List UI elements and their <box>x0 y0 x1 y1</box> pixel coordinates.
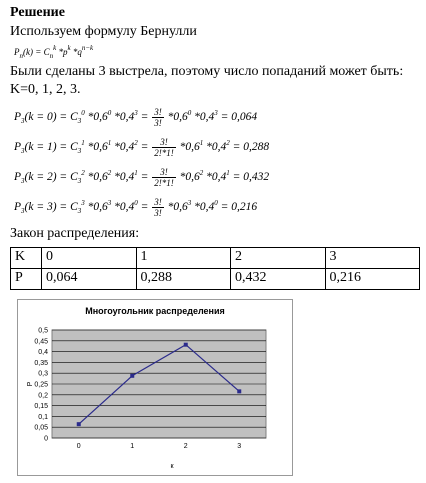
x-axis-label: к <box>170 463 174 470</box>
table-cell: 0,064 <box>42 269 137 290</box>
solution-heading: Решение <box>10 5 65 20</box>
table-cell: 3 <box>325 248 420 269</box>
intro-text: Используем формулу Бернулли <box>10 24 197 39</box>
table-cell: P <box>11 269 42 290</box>
y-tick-label: 0,25 <box>34 381 48 389</box>
law-text: Закон распределения: <box>10 226 140 241</box>
table-row-p <box>11 269 420 290</box>
bernoulli-formula: $P_n(k) = C_n^k$ $*p^k$ $*q^{n-k}$ <box>14 44 94 60</box>
data-point <box>237 389 241 393</box>
y-tick-label: 0,35 <box>34 359 48 367</box>
y-tick-label: 0,1 <box>38 413 48 421</box>
y-tick-label: 0 <box>44 435 48 443</box>
table-cell: 0,288 <box>136 269 231 290</box>
chart-title: Многоугольник распределения <box>85 306 225 316</box>
x-tick-label: 3 <box>237 443 242 450</box>
y-tick-label: 0,2 <box>38 392 48 400</box>
formula-line: $P_3(k = 3) = C_3^3$ $*0,6^3$ $*0,4^0$ = $\frac{3!}{3!}$ $*0,6^3$ $*0,4^0 = 0,216$ <box>14 197 258 218</box>
fraction: $\frac{3!}{3!}$ <box>154 107 162 128</box>
chart-container <box>17 299 293 476</box>
y-tick-label: 0,45 <box>34 338 48 346</box>
formula-line: $P_3(k = 1) = C_3^1$ $*0,6^1$ $*0,4^2$ = $\frac{3!}{2!*1!}$ $*0,6^1$ $*0,4^2 = 0,288$ <box>14 137 270 158</box>
fraction: $\frac{3!}{2!*1!}$ <box>154 137 174 158</box>
k-values-text: K=0, 1, 2, 3. <box>10 82 81 97</box>
distribution-table <box>10 247 420 290</box>
data-point <box>77 422 81 426</box>
distribution-chart <box>18 300 292 475</box>
y-axis-label: P <box>27 381 34 387</box>
table-cell: 0 <box>42 248 137 269</box>
x-tick-label: 0 <box>76 443 81 450</box>
y-tick-label: 0,15 <box>34 403 48 411</box>
y-tick-label: 0,4 <box>38 349 48 357</box>
fraction: $\frac{3!}{3!}$ <box>154 197 162 218</box>
formula-line: $P_3(k = 2) = C_3^2$ $*0,6^2$ $*0,4^1$ = $\frac{3!}{2!*1!}$ $*0,6^2$ $*0,4^1 = 0,432$ <box>14 167 270 188</box>
table-cell: 2 <box>231 248 326 269</box>
table-row-k <box>11 248 420 269</box>
x-tick-label: 2 <box>183 443 188 450</box>
fraction: $\frac{3!}{2!*1!}$ <box>154 167 174 188</box>
shots-text: Были сделаны 3 выстрела, поэтому число попаданий может быть: <box>10 64 404 79</box>
y-tick-label: 0,5 <box>38 327 48 335</box>
y-tick-label: 0,05 <box>34 424 48 432</box>
formula-line: $P_3(k = 0) = C_3^0$ $*0,6^0$ $*0,4^3$ = $\frac{3!}{3!}$ $*0,6^0$ $*0,4^3 = 0,064$ <box>14 107 258 128</box>
data-point <box>130 374 134 378</box>
table-cell: K <box>11 248 42 269</box>
table-cell: 0,432 <box>231 269 326 290</box>
x-tick-label: 1 <box>130 443 135 450</box>
y-tick-label: 0,3 <box>38 370 48 378</box>
table-cell: 0,216 <box>325 269 420 290</box>
data-point <box>184 343 188 347</box>
table-cell: 1 <box>136 248 231 269</box>
